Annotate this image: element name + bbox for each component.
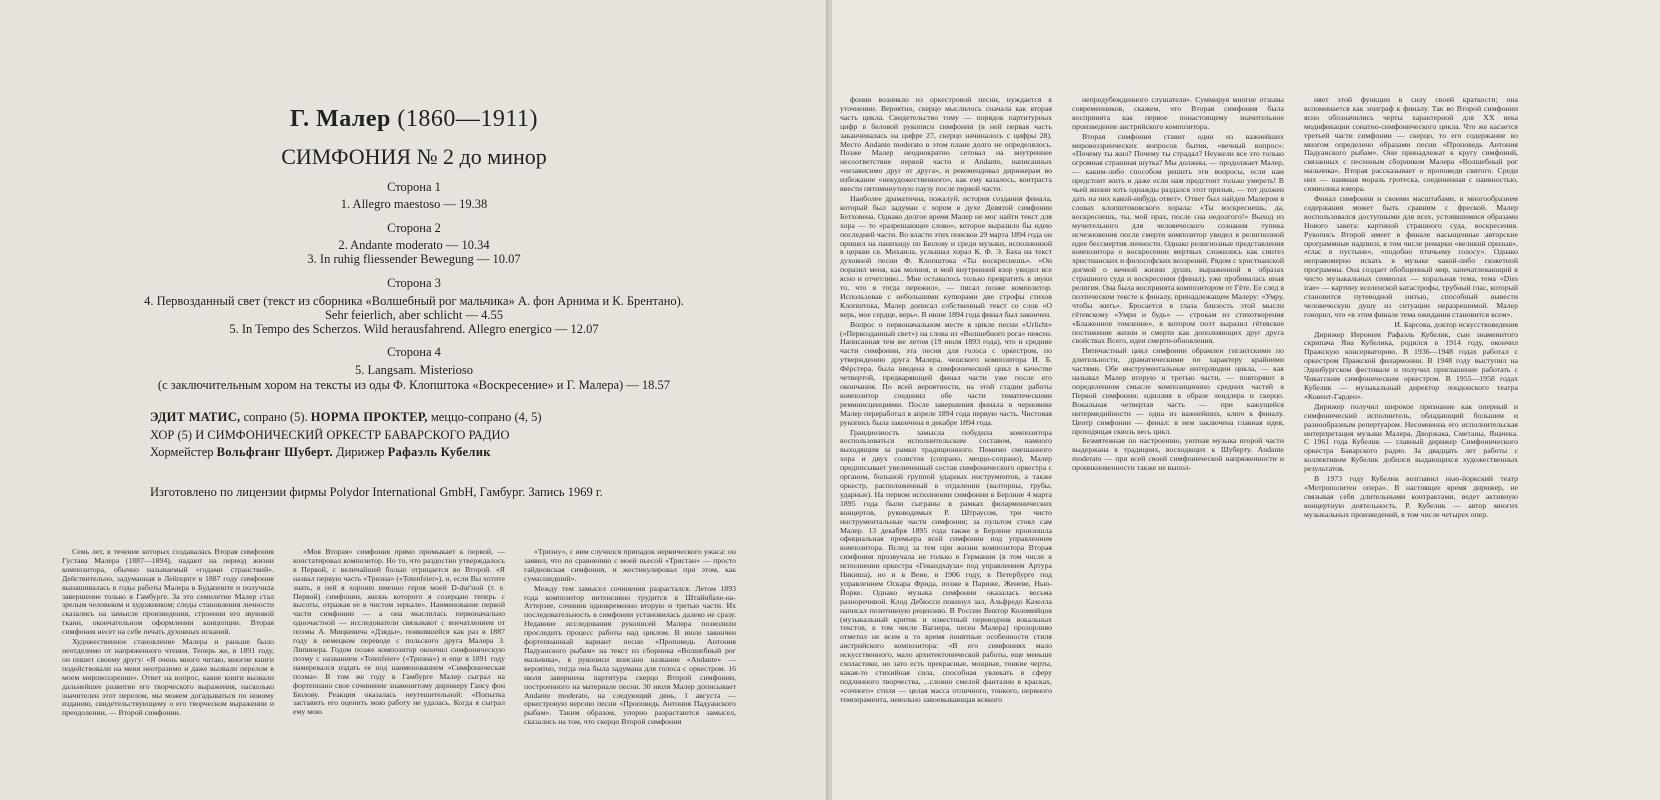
- notes-paragraph: Финал симфонии и своими масштабами, и многообразием содержания может быть сравним с фреской. Малер воспользовался доступными для всех, устоявшимися образами Нового завета: картиной страшного суда, воскресения. Рукопись Второй имеет в финале насыщенные авторские программные надписи, в том числе ремарки «великий призыв», «глас в пустыне», «подобно птичьему голосу». Однако неправомерно искать в музыке какой-либо сюжетной программы. Она создает обобщенный мир, запечатлевающий в чисто музыкальных символах — хоральная тема, тема «Dies irae» — картину вселенской катастрофы, трубный глас, который становится путеводной нитью, способный вывести человеческую душу из ситуации неразрешимой. Малер говорил, что «в этом финале тема ожидания становится всем».: [1304, 193, 1518, 319]
- left-page: [0, 0, 828, 800]
- movement-4: 4. Первозданный свет (текст из сборника «Волшебный рог мальчика» А. фон Арнима и К. Брентано).: [144, 294, 684, 308]
- chorus-master-label: Хормейстер: [150, 445, 214, 459]
- chorus-master: Вольфганг Шуберт.: [216, 445, 333, 459]
- movement-4-tempo: Sehr feierlich, aber schlicht — 4.55: [324, 308, 504, 322]
- notes-paragraph: Семь лет, в течение которых создавалась Вторая симфония Густава Малера (1887—1894), падают на период жизни композитора, обычно называемый «годами странствий». Действительно, задуманная в Лейпциге в 1887 году симфония вынашивалась в годы работы Малера в Будапеште и получила завершение только в Гамбурге. За это семилетие Малер стал зрелым человеком и художником; следы становления личности сказались на замысле произведения, строении его звуковой ткани, окончательном оформлении концепции. Вторая симфония несет на себе печать духовных исканий.: [62, 548, 274, 637]
- soloist-2-role: меццо-сопрано (4, 5): [430, 410, 542, 424]
- notes-paragraph: Вопрос о первоначальном месте в цикле песни «Urlicht» («Первозданный свет») на слова из «Волшебного рога» неясен. Написанная тем же летом (19 июля 1893 года), что и средние части симфонии, эта песня для голоса с оркестром, по утверждению друга Малера, чешского композитора И. Б. Фёрстера, была введена в симфонический цикл в качестве четвертой, предваряющей финал части уже после его окончания. По всей вероятности, на этой стадии работы композитор соединил обе части тематическими реминисценциями. После завершения финала в черновике Малер переработал в апреле 1894 года первую часть. Чистовая рукопись была закончена в декабре 1894 года.: [840, 319, 1052, 427]
- soloist-1-role: сопрано (5).: [243, 410, 308, 424]
- notes-paragraph: фонии возникло из оркестровой песни, нуждается в уточнении. Вероятно, скерцо мыслилось сначала как вторая часть цикла. Свидетельство тому — порядок партитурных цифр в беловой рукописи симфонии (в ней первая часть заканчивалась на цифре 27, скерцо начиналось с цифры 28). Место Andante moderato в этом плане долго не определялось. Позже Малер неоднократно сетовал на внутреннее несоответствие первой части и Andante, написанных «независимо друг от друга», и рекомендовал дирижерам во избежание «некудожественного», как ему казалось, контраста ввести пятиминутную паузу после первой части.: [840, 96, 1052, 194]
- conductor-label: Дирижер: [336, 445, 385, 459]
- movement-5: 5. In Tempo des Scherzos. Wild herausfahrend. Allegro energico — 12.07: [229, 322, 599, 336]
- side-2-label: Сторона 2: [387, 221, 441, 235]
- page-title: [0, 106, 828, 133]
- movement-6: 5. Langsam. Misterioso: [354, 363, 474, 377]
- notes-paragraph: Дирижер получил широкое признание как оперный и симфонический исполнитель, обладающий большим и разнообразным репертуаром. Несомненна его исполнительская интерпретация музыки Малера, Дворжака, Сметаны, Яначека. С 1961 года Кубелик — главный дирижер Симфонического оркестра Баварского радио. За двадцать лет работы с коллективом Кубелик добился выдающихся художественных результатов.: [1304, 401, 1518, 474]
- notes-paragraph: Вторая симфония ставит один из важнейших мировоззренческих вопросов бытия, «вечный вопрос»: «Почему ты жил? Почему ты страдал? Неужели все это только огромная страшная шутка? Мы должны, — продолжает Малер, — каким-либо способом решить эти вопросы, если нам предстоит жить и даже если нам предстоит только умереть! В чьей жизни хоть однажды раздался этот призыв, — тот должен дать на них какой-нибудь ответ». Ответ был найден Малером в словах клопштоковского хорала: «Ты воскреснешь, да, воскреснешь, ты, мой прах, после сна недолгого!» Выход из мучительного для человеческого сознания тупика исчезновения после смерти композитор увидел в религиозной идее бессмертия личности. Однако религиозные представления композитора о воскресении мертвых сложились как синтез христианских и философских воззрений. Рядом с христианской догмой о вечной жизни души, выраженной в образах страшного суда и воскресения (финал), уже пробивалась иная религия. Она была воспринята композитором от Гёте. Ее след в поэтическом тексте к финалу, принадлежащем Малеру: «Умру, чтобы жить». Бросается в глаза близость этой мысли гётевскому «Умри и будь» — строкам из стихотворения «Блаженное томление», в котором поэт выразил гётевское постижение жизни и смерти как дополняющих друг друга свойствах Всего, идеи смерти-обновления.: [1072, 131, 1284, 346]
- notes-paragraph: Художественное становление Малера и раньше было неотделимо от напряженного чтения. Теперь же, в 1891 году, он пишет своему другу: «Я очень много читаю, многие книги подействовали на меня неотразимо и даже вызвали перелом в моем мировоззрении». Ответ на вопрос, какие книги вызвали дальнейшее развитие его творческого выражения, насколько значителен этот перелом, мы можем догадываться по новому изданию, свидетельствующему о его творческом выражении и преодолении, — Второй симфонии.: [62, 637, 274, 718]
- soloist-2: НОРМА ПРОКТЕР,: [310, 410, 428, 424]
- soloists: [150, 410, 542, 425]
- chorus-and-conductor: [150, 445, 491, 460]
- notes-column-3: [524, 548, 736, 790]
- notes-paragraph: няет этой функции в силу своей краткости; она вспоминается как эпиграф к финалу. Так во Второй симфонии ясно обозначились черты характерной для XX века модификации сонатно-симфонического цикла. Что же касается третьей части симфонии — скерцо, то его содержание во многом определено образами песни «Проповедь Антония Падуанского рыбам». Они принадлежат к кругу симфоний, связанных с песенным сборником Малера «Волшебный рог мальчика». Вторая рассказывает о проповеди святого. Среди них — наивная мораль гротеска, соединенная с наивностью, символика юмора.: [1304, 96, 1518, 194]
- side-3-label: Сторона 3: [387, 276, 441, 290]
- composer-name: Г. Малер: [290, 106, 391, 132]
- notes-paragraph: «Тризну», с ним случился припадок нервического ужаса: он заявил, что по сравнению с моей пьесой «Тристан» — просто гайдновская симфония, и жестикулировал при этом, как сумасшедший».: [524, 548, 736, 583]
- notes-paragraph: Дирижер Иероним Рафаэль Кубелик, сын знаменитого скрипача Яна Кубелика, родился в 1914 году, окончил Пражскую консерваторию. В 1936—1948 годах работал с оркестром Пражской филармонии. В 1948 году выступил на Эдинбургском фестивале и получил приглашение работать с Чикагским симфоническим оркестром. В 1955—1958 годах Кубелик — музыкальный директор лондонского театра «Ковент-Гарден».: [1304, 329, 1518, 401]
- notes-paragraph: непредубежденного слушателя». Суммируя многие отзывы современников, скажем, что Вторая симфония была воспринята как первое понастоящему значительное произведение австрийского композитора.: [1072, 96, 1284, 131]
- notes-paragraph: В 1973 году Кубелик возглавил нью-йоркский театр «Метрополитен опера». В настоящее время дирижер, не связывая себя длительными контрактами, ведет активную концертную деятельность. Р. Кубелик — автор многих музыкальных произведений, в том числе четырех опер.: [1304, 474, 1518, 519]
- notes-paragraph: Безмятежная по настроению, уютная музыка второй части выдержана в традициях, восходящих к Шуберту. Andante moderato — при всей своей симфонической напряженности и проникновенности также не выпол-: [1072, 436, 1284, 473]
- side-4-label: Сторона 4: [387, 345, 441, 359]
- movement-3: 3. In ruhig fliessender Bewegung — 10.07: [307, 252, 521, 266]
- notes-paragraph: Между тем замысел сочинения разрастался. Летом 1893 года композитор интенсивно трудится в Штайнбахе-на-Аттерзее, сочинив одновременно вторую и третью части. Их последовательность в симфонии установилась далеко не сразу. Недавние исследования рукописей Малера позволили проследить процесс работы над циклом. В июле закончен фортепианный вариант песни «Проповедь Антония Падуанского рыбам» на текст из сборника «Волшебный рог мальчика», в рукописи вписано название «Andante» — вероятно, тогда она была задумана для голоса с оркестром. 16 июля завершена партитура скерцо Второй симфонии, построенного на материале песни. 30 июля Малер дописывает Andante moderato, на следующий день, 1 августа — оркестровую версию песни «Проповедь Антония Падуанского рыбам». Таким образом, упорно разрастаются замысел, сказались на том, что скерцо Второй симфонии: [524, 583, 736, 727]
- notes-paragraph: Грандиозность замысла побудила композитора воспользоваться исполнительским составом, намного выходящим за рамки традиционного. Помимо смешанного хора и двух солистов (сопрано, меццо-сопрано), Малер предписывает увеличенный состав симфонического оркестра с органом, большой группой ударных инструментов, а также оркестр, расположенный в отдалении (валторны, трубы, ударные). На первом исполнении симфонии в Берлине 4 марта 1895 года были сыграны в рамках филармонических концертов, руководимых Р. Штраусом, три чисто инструментальные части симфонии; за пультом стоял сам Малер. 13 декабря 1895 года также в Берлине произошла официальная премьера всей симфонии под управлением композитора. Вслед за тем при жизни композитора Вторая симфония прозвучала не только в Германии (в том числе в исполнении оркестра «Гевандхауза» под управлением Артура Никиша), но и в Вене, в 1906 году, в Петербурге под управлением Оскара Фрида, позже в Париже, Женеве, Нью-Йорке. Однако музыка симфонии оказалась весьма разноречивой. Клод Дебюсси покинул зал, Альфредо Казелла написал позитивную рецензию. В России Виктор Коломийцов (музыкальный критик и известный переводчик вокальных текстов, в том числе Вагнера, песен Малера) прозорливо отметил не всем в то время понятные особенности стиля австрийского композитора: «В его симфониях мало искусственного, мало архитектонической работы, еще меньше схоластики, но зато есть прекрасные, мощные, тонкие черты, какая-то стихийная сила, способная увлекать в сферу подлинного творчества, ...словно смелой фантазии в красках, «сочного» стиля — целая масса отличного, тонкого, нервного темперамента, невольно завоевывающая всякого: [840, 427, 1052, 704]
- notes-column-2: [293, 548, 505, 790]
- notes-paragraph: Наиболее драматична, пожалуй, история создания финала, который был задуман с хором в духе Девятой симфонии Бетховена. Однако долгое время Малер не мог найти текст для хора — то «разрешающее слово», которое выразило бы идею последней части. Во власти этих поисков 29 марта 1894 года он пришел на панихиду по Бюлову и среди музыки, исполненной в церкви св. Михаила, услышал хорал К. Ф. Э. Баха на текст духовной песни Ф. Клопштока «Ты воскреснешь». «Он поразил меня, как молния, и мой внутренний взор увидел все ясно и отчетливо... Мне оставалось только превратить в звуки то, что я тогда пережил», — писал позже композитор. Использовав с небольшими купюрами две строфы стихов Клопштока, Малер дописал собственный текст со слов «О верь, мое сердце, верь». В июне 1894 года финал был закончен.: [840, 193, 1052, 319]
- right-page: [832, 0, 1660, 800]
- license-note: Изготовлено по лицензии фирмы Polydor International GmbH, Гамбург. Запись 1969 г.: [150, 485, 603, 499]
- notes-paragraph: И. Барсова, доктор искусствоведения: [1394, 319, 1518, 329]
- notes-column-1: [62, 548, 274, 790]
- notes-column-5: [1072, 96, 1284, 792]
- composer-dates: (1860—1911): [397, 106, 538, 132]
- notes-column-4: [840, 96, 1052, 792]
- conductor: Рафаэль Кубелик: [387, 445, 491, 459]
- notes-paragraph: Пятичастный цикл симфонии обрамлен гигантскими по длительности, драматическими по характеру крайними частями. Обе инструментальные интерлюдии цикла, — как называл Малер вторую и третью части, — повторяют в определенном смысле композиционно средних частей в Первой симфонии: идиллия в образе лендлера и скерцо. Вокальная четвертая часть — при кажущейся интермедийности — одна из важнейших, ключ к финалу. Центр симфонии — финал: в нем заключена главная идея, проходящая сквозь весь цикл.: [1072, 346, 1284, 436]
- notes-column-6: [1304, 96, 1518, 792]
- notes-paragraph: «Моя Вторая» симфония прямо примыкает к первой, — констатировал композитор. Но то, что раздостно утверждалось в Первой, с величайшей болью отрицается во Второй. «Я назвал первую часть «Тризна» («Totenfeier»), и, если Вы хотите знать, в ней я хороню именно героя моей D-dur'ной (т. е. Первой) симфонии, жизнь которого я созерцаю теперь с высоты, отражая ее в чистом зеркале». Наименование первой части симфонии — а она мыслилась первоначально одночастной — исследователи связывают с впечатлением от поэмы А. Мицкевича «Дзяды», появившейся как раз в 1887 году в немецком переводе с польского друга Малера З. Липинера. Годом позже композитор окончил симфоническую поэму с названием «Totenfeier» («Тризна») и еще в 1891 году намеревался издать ее под наименованием «Симфоническая поэма». В том же году в Гамбурге Малер сыграл на фортепиано свое сочинение знаменитому дирижеру Гансу фон Бюлову. Реакция оказалась неутешительной: «Попытка заставить его оценить мою работу не удалась. Когда я сыграл ему мою: [293, 548, 505, 717]
- movement-2: 2. Andante moderato — 10.34: [338, 238, 490, 252]
- movement-6-text: (с заключительным хором на тексты из оды Ф. Клопштока «Воскресение» и Г. Малера) — 18.57: [157, 378, 671, 392]
- work-title: СИМФОНИЯ № 2 до минор: [281, 144, 547, 169]
- side-1-label: Сторона 1: [387, 180, 441, 194]
- movement-1: 1. Allegro maestoso — 19.38: [340, 197, 488, 211]
- soloist-1: ЭДИТ МАТИС,: [150, 410, 241, 424]
- ensemble: ХОР (5) И СИМФОНИЧЕСКИЙ ОРКЕСТР БАВАРСКОГО РАДИО: [150, 428, 510, 442]
